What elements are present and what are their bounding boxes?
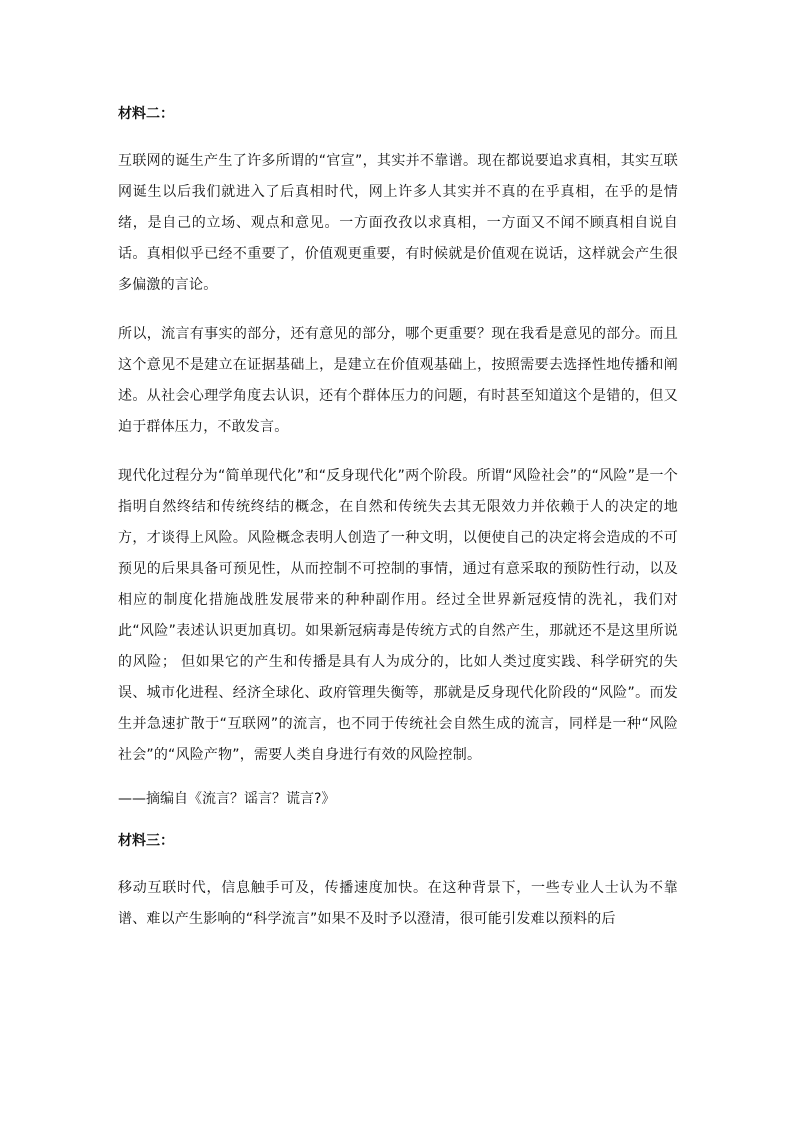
paragraph-3: 现代化过程分为“简单现代化”和“反身现代化”两个阶段。所谓“风险社会”的“风险”是一个指明自然终结和传统终结的概念，在自然和传统失去其无限效力并依赖于人的决定的地方，才谈得上风险。风险概念表明人创造了一种文明，以便使自己的决定将会造成的不可预见的后果具备可预见性，从而控制不可控制的事情，通过有意采取的预防性行动，以及相应的制度化措施战胜发展带来的种种副作用。经过全世界新冠疫情的洗礼，我们对此“风险”表述认识更加真切。如果新冠病毒是传统方式的自然产生，那就还不是这里所说的风险； 但如果它的产生和传播是具有人为成分的，比如人类过度实践、科学研究的失误、城市化进程、经济全球化、政府管理失衡等，那就是反身现代化阶段的“风险”。而发生并急速扩散于“互联网”的流言，也不同于传统社会自然生成的流言，同样是一种“风险社会”的“风险产物”，需要人类自身进行有效的风险控制。	[118, 468, 678, 763]
spacer	[118, 851, 678, 873]
paragraph-2: 所以，流言有事实的部分，还有意见的部分，哪个更重要？现在我看是意见的部分。而且这个意见不是建立在证据基础上，是建立在价值观基础上，按照需要去选择性地传播和阐述。从社会心理学角度去认识，还有个群体压力的问题，有时甚至知道这个是错的，但又迫于群体压力，不敢发言。	[118, 326, 678, 435]
source-citation: ——摘编自《流言？谣言？谎言?》	[118, 791, 336, 807]
spacer	[118, 301, 678, 319]
spacer	[118, 443, 678, 461]
section-heading-material-2: 材料二：	[118, 106, 174, 122]
paragraph-4: 移动互联时代，信息触手可及，传播速度加快。在这种背景下，一些专业人士认为不靠谱、难以产生影响的“科学流言”如果不及时予以澄清，很可能引发难以预料的后	[118, 880, 678, 927]
section-heading-material-3: 材料三：	[118, 833, 174, 849]
spacer	[118, 771, 678, 789]
spacer	[118, 124, 678, 146]
spacer	[118, 809, 678, 831]
document-page	[118, 104, 678, 935]
paragraph-1: 互联网的诞生产生了许多所谓的“官宣”，其实并不靠谱。现在都说要追求真相，其实互联网诞生以后我们就进入了后真相时代，网上许多人其实并不真的在乎真相，在乎的是情绪，是自己的立场、观点和意见。一方面孜孜以求真相，一方面又不闻不顾真相自说自话。真相似乎已经不重要了，价值观更重要，有时候就是价值观在说话，这样就会产生很多偏激的言论。	[118, 153, 678, 293]
